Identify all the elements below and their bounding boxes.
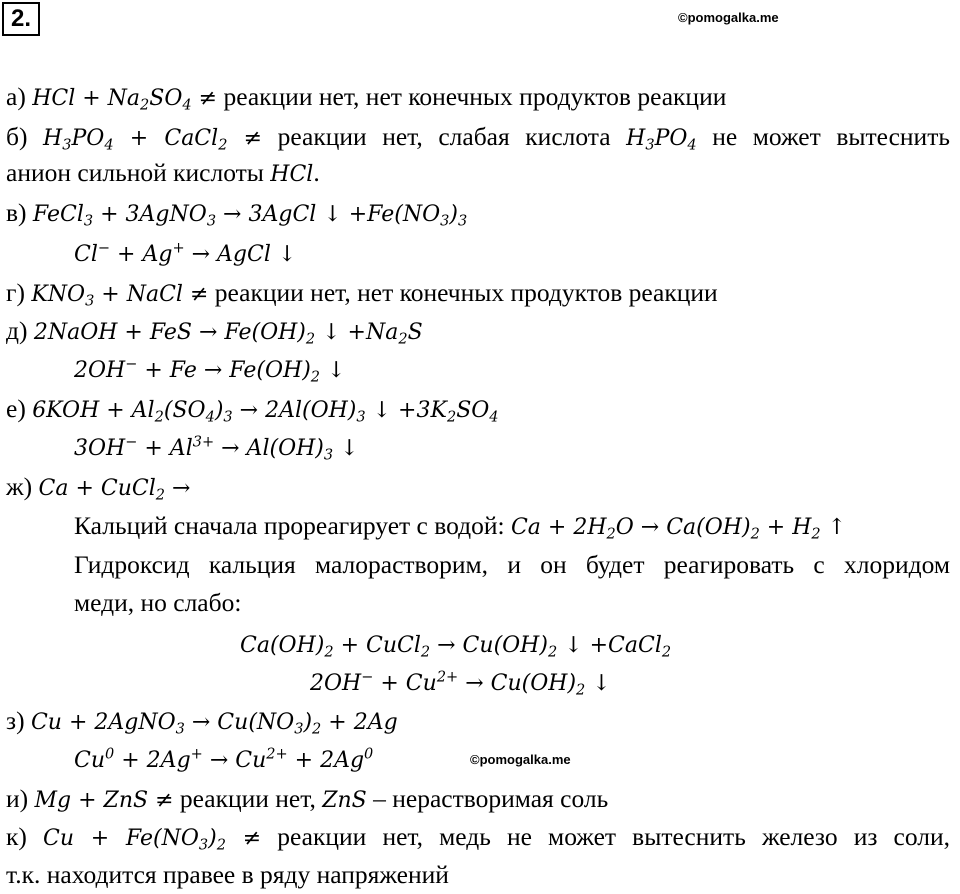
solution-line: в) FeCl$_3$ + 3AgNO$_3$ → 3AgCl ↓ $+Fe(NO_3)_3$ <box>6 198 468 230</box>
solution-line: $2OH^- + Cu^{2+} \to Cu(OH)_2$ ↓ <box>310 669 611 699</box>
solution-line: ж) Ca + CuCl$_2$ → <box>6 472 191 504</box>
solution-line: $Cu^0 + 2Ag^+ \to Cu^{2+} + 2Ag^0$ <box>74 746 374 773</box>
solution-line: к) $Cu + Fe(NO_3)_2$ ≠ реакции нет, медь не может вытеснить железо из соли, <box>6 822 951 854</box>
watermark-middle: ©pomogalka.me <box>470 752 571 767</box>
solution-line: и) Mg + ZnS ≠ реакции нет, ZnS – нерастворимая соль <box>6 784 609 813</box>
solution-line: меди, но слабо: <box>74 588 242 617</box>
solution-line: з) Cu + 2AgNO$_3$ → $Cu(NO_3)_2 + 2Ag$ <box>6 706 398 738</box>
solution-line: е) $6KOH + Al_2(SO_4)_3 \to 2Al(OH)_3$ ↓ $+3K_2SO_4$ <box>6 394 499 426</box>
solution-line: б) $H_3PO_4$ + CaCl$_2$ ≠ реакции нет, слабая кислота $H_3PO_4$ не может вытеснить <box>6 122 950 154</box>
solution-line: $3OH^- + Al^{3+} \to Al(OH)_3$ ↓ <box>74 434 359 464</box>
solution-line: т.к. находится правее в ряду напряжений <box>6 860 449 889</box>
watermark-top: ©pomogalka.me <box>678 10 779 25</box>
solution-line: анион сильной кислоты HCl. <box>6 158 320 187</box>
solution-line: $Ca(OH)_2$ + CuCl$_2$ → $Cu(OH)_2$ ↓ +CaCl$_2$ <box>240 633 672 661</box>
solution-line: $2OH^- + Fe \to Fe(OH)_2$ ↓ <box>74 356 346 386</box>
solution-line: д) 2NaOH + FeS → $Fe(OH)_2$ ↓ $+Na_2S$ <box>6 316 423 348</box>
solution-line: Cl− + Ag+ → AgCl ↓ <box>74 240 297 267</box>
solution-line: а) HCl + $Na_2SO_4$ ≠ реакции нет, нет конечных продуктов реакции <box>6 82 727 114</box>
problem-number: 2. <box>2 2 40 36</box>
solution-line: Кальций сначала прореагирует с водой: $Ca + 2H_2O \to Ca(OH)_2 + H_2$ ↑ <box>74 511 847 543</box>
solution-line: г) $KNO_3$ + NaCl ≠ реакции нет, нет конечных продуктов реакции <box>6 278 718 310</box>
solution-line: Гидроксид кальция малорастворим, и он будет реагировать с хлоридом <box>74 550 950 579</box>
